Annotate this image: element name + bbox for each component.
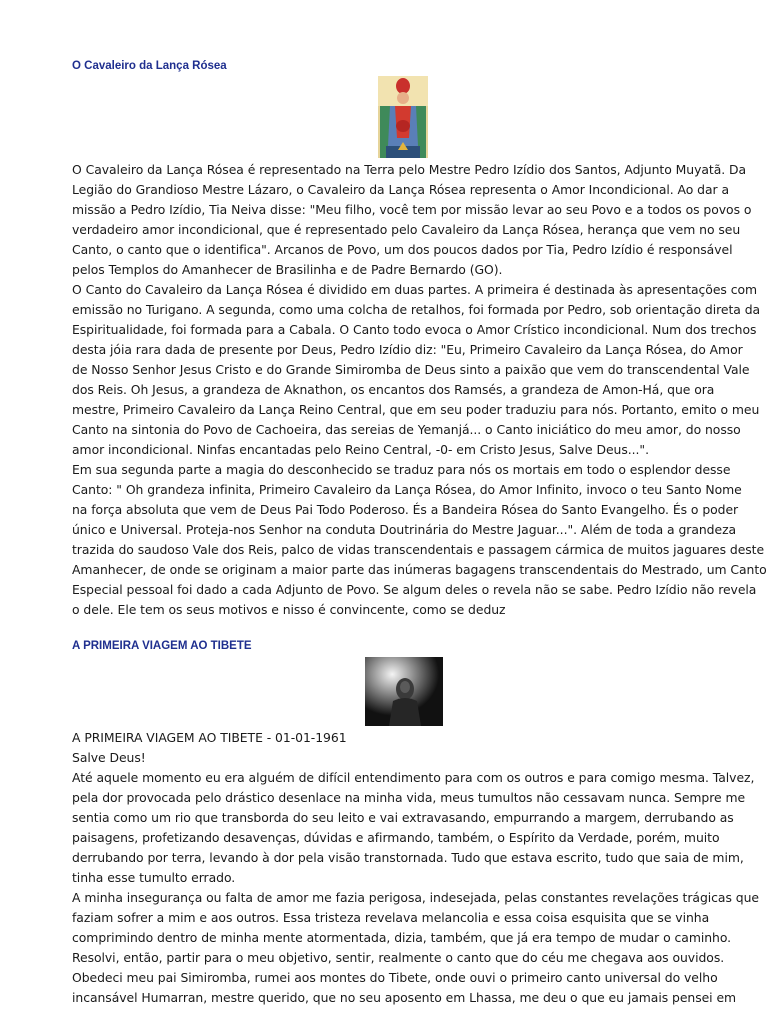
knight-figure-image bbox=[378, 76, 428, 158]
text-line: Amanhecer, de onde se originam a maior parte das inúmeras bagagens transcendentais do Mestrado, um Canto bbox=[72, 562, 767, 577]
text-line: faziam sofrer a mim e aos outros. Essa tristeza revelava melancolia e essa coisa esquisita que se vinha bbox=[72, 910, 710, 925]
text-line: Legião do Grandioso Mestre Lázaro, o Cavaleiro da Lança Rósea representa o Amor Incondicional. Ao dar a bbox=[72, 182, 730, 197]
text-line: incansável Humarran, mestre querido, que no seu aposento em Lhassa, me deu o que eu jamais pensei em bbox=[72, 990, 737, 1005]
text-line: Em sua segunda parte a magia do desconhecido se traduz para nós os mortais em todo o esplendor desse bbox=[72, 462, 731, 477]
section2-body bbox=[72, 728, 759, 1008]
text-line: mestre, Primeiro Cavaleiro da Lança Reino Central, que em seu poder traduziu para nós. Portanto, emito o meu bbox=[72, 402, 760, 417]
text-line: A minha insegurança ou falta de amor me fazia perigosa, indesejada, pelas constantes revelações trágicas que bbox=[72, 890, 759, 905]
tibet-figure-image bbox=[365, 657, 443, 726]
text-line: único e Universal. Proteja-nos Senhor na conduta Doutrinária do Mestre Jaguar...". Além de toda a grandeza bbox=[72, 522, 737, 537]
text-line: derrubando por terra, levando à dor pela visão transtornada. Tudo que estava escrito, tudo que saia de mim, bbox=[72, 850, 744, 865]
text-line: Espiritualidade, foi formada para a Cabala. O Canto todo evoca o Amor Crístico incondicional. Num dos trechos bbox=[72, 322, 757, 337]
text-line: Canto: " Oh grandeza infinita, Primeiro Cavaleiro da Lança Rósea, do Amor Infinito, invoco o teu Santo Nome bbox=[72, 482, 742, 497]
text-line: sentia como um rio que transborda do seu leito e vai extravasando, empurrando a margem, derrubando as bbox=[72, 810, 734, 825]
section-title-tibete: A PRIMEIRA VIAGEM AO TIBETE bbox=[72, 640, 252, 652]
text-line: dos Reis. Oh Jesus, a grandeza de Aknathon, os encantos dos Ramsés, a grandeza de Amon-Há, que ora bbox=[72, 382, 715, 397]
text-line: tinha esse tumulto errado. bbox=[72, 870, 236, 885]
text-line: O Cavaleiro da Lança Rósea é representado na Terra pelo Mestre Pedro Izídio dos Santos, Adjunto Muyatã. Da bbox=[72, 162, 747, 177]
text-line: Canto, o canto que o identifica". Arcanos de Povo, um dos poucos dados por Tia, Pedro Izídio é responsável bbox=[72, 242, 733, 257]
text-line: Até aquele momento eu era alguém de difícil entendimento para com os outros e para comigo mesma. Talvez, bbox=[72, 770, 755, 785]
text-line: verdadeiro amor incondicional, que é representado pelo Cavaleiro da Lança Rósea, herança que vem no seu bbox=[72, 222, 741, 237]
text-line: Canto na sintonia do Povo de Cachoeira, das sereias de Yemanjá... o Canto iniciático do meu amor, do nosso bbox=[72, 422, 741, 437]
text-line: O Canto do Cavaleiro da Lança Rósea é dividido em duas partes. A primeira é destinada às apresentações com bbox=[72, 282, 758, 297]
text-line: paisagens, profetizando desavenças, dúvidas e afirmando, também, o Espírito da Verdade, porém, muito bbox=[72, 830, 720, 845]
text-line: pelos Templos do Amanhecer de Brasilinha e de Padre Bernardo (GO). bbox=[72, 262, 503, 277]
text-line: desta jóia rara dada de presente por Deus, Pedro Izídio diz: "Eu, Primeiro Cavaleiro da Lança Rósea, do Amor bbox=[72, 342, 743, 357]
text-line: na força absoluta que vem de Deus Pai Todo Poderoso. És a Bandeira Rósea do Santo Evangelho. És o poder bbox=[72, 502, 739, 517]
text-line: pela dor provocada pelo drástico desenlace na minha vida, meus tumultos não cessavam nunca. Sempre me bbox=[72, 790, 746, 805]
text-line: Resolvi, então, partir para o meu objetivo, sentir, realmente o canto que do céu me chegava aos ouvidos. bbox=[72, 950, 725, 965]
text-line: o dele. Ele tem os seus motivos e nisso é convincente, como se deduz bbox=[72, 602, 506, 617]
section1-body bbox=[72, 160, 767, 620]
text-line: Obedeci meu pai Simiromba, rumei aos montes do Tibete, onde ouvi o primeiro canto universal do velho bbox=[72, 970, 718, 985]
text-line: comprimindo dentro de minha mente atormentada, dizia, também, que já era tempo de mudar o caminho. bbox=[72, 930, 732, 945]
text-line: missão a Pedro Izídio, Tia Neiva disse: "Meu filho, você tem por missão levar ao seu Povo e a todos os povos o bbox=[72, 202, 752, 217]
text-line: Salve Deus! bbox=[72, 750, 146, 765]
section-title-cavaleiro: O Cavaleiro da Lança Rósea bbox=[72, 60, 227, 72]
text-line: de Nosso Senhor Jesus Cristo e do Grande Simiromba de Deus sinto a paixão que vem do transcendental Vale bbox=[72, 362, 750, 377]
text-line: amor incondicional. Ninfas encantadas pelo Reino Central, -0- em Cristo Jesus, Salve Deus...". bbox=[72, 442, 649, 457]
text-line: emissão no Turigano. A segunda, como uma colcha de retalhos, foi formada por Pedro, sob orientação direta da bbox=[72, 302, 761, 317]
text-line: A PRIMEIRA VIAGEM AO TIBETE - 01-01-1961 bbox=[72, 730, 347, 745]
text-line: trazida do saudoso Vale dos Reis, palco de vidas transcendentais e passagem cármica de muitos jaguares deste bbox=[72, 542, 765, 557]
text-line: Especial pessoal foi dado a cada Adjunto de Povo. Se algum deles o revela não se sabe. Pedro Izídio não revela bbox=[72, 582, 757, 597]
